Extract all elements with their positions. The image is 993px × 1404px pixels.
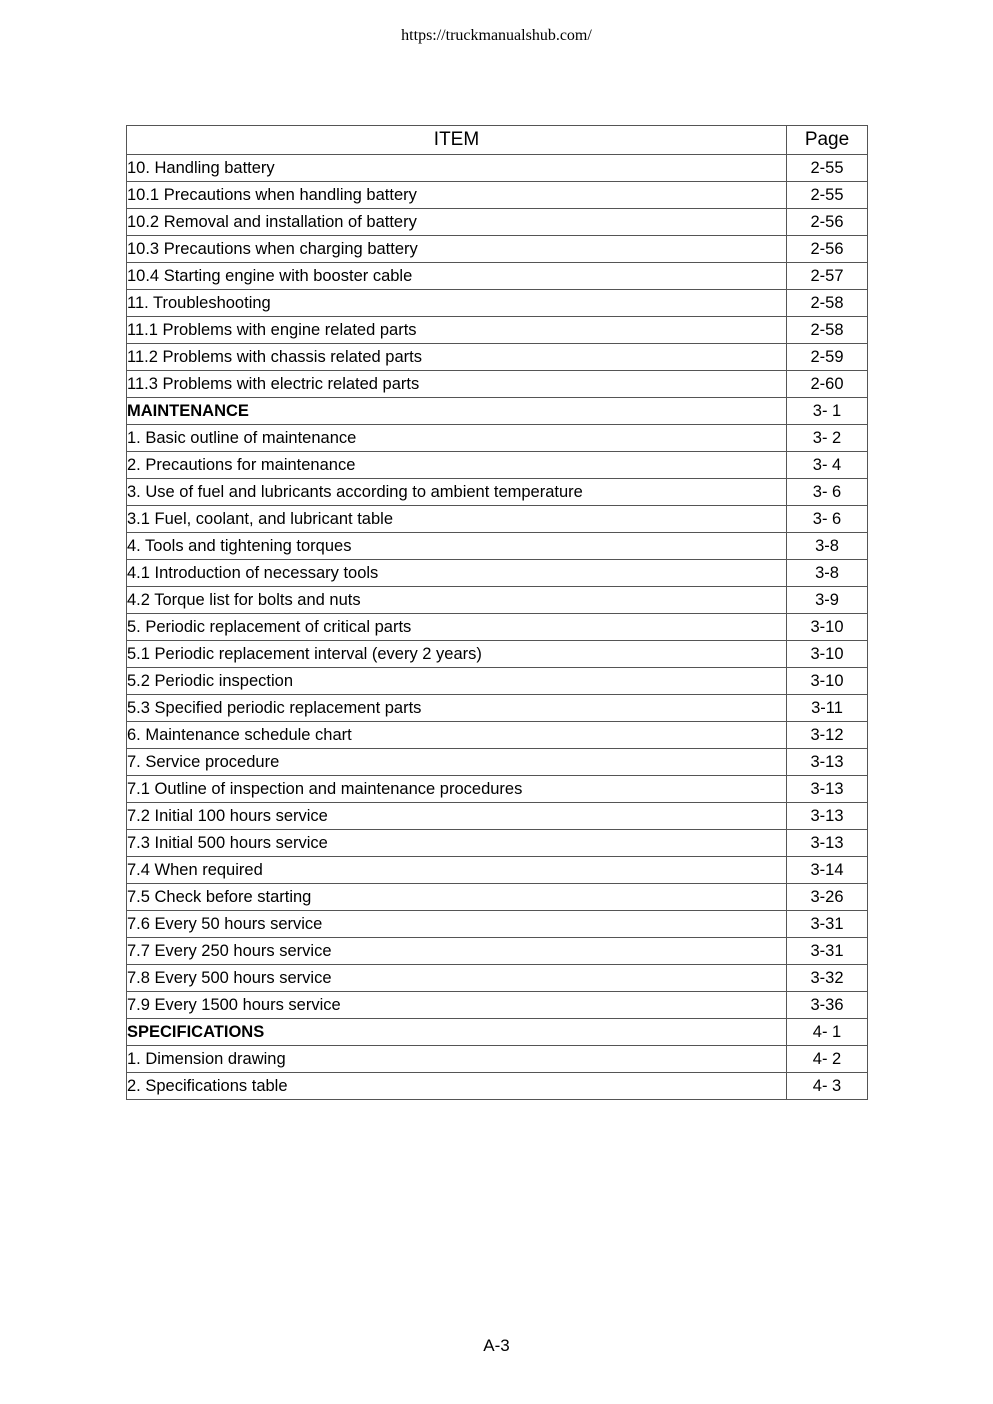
toc-page: 3-9: [787, 587, 868, 614]
toc-page: 2-60: [787, 371, 868, 398]
table-row: [127, 371, 868, 398]
table-row: [127, 830, 868, 857]
toc-page: 3- 6: [787, 479, 868, 506]
toc-page: 3-11: [787, 695, 868, 722]
toc-page: 3-8: [787, 533, 868, 560]
toc-item: 1. Dimension drawing: [127, 1046, 787, 1073]
table-row: [127, 236, 868, 263]
toc-page: 3-31: [787, 938, 868, 965]
page-number: A-3: [483, 1336, 510, 1355]
toc-page: 3-13: [787, 776, 868, 803]
toc-item: 4.1 Introduction of necessary tools: [127, 560, 787, 587]
toc-page: 3-13: [787, 749, 868, 776]
toc-item: 5. Periodic replacement of critical parts: [127, 614, 787, 641]
toc-item: 7.1 Outline of inspection and maintenance procedures: [127, 776, 787, 803]
toc-item: 7.3 Initial 500 hours service: [127, 830, 787, 857]
toc-page: 3- 2: [787, 425, 868, 452]
table-row: [127, 911, 868, 938]
table-row: [127, 749, 868, 776]
table-row: [127, 722, 868, 749]
toc-page: 2-57: [787, 263, 868, 290]
toc-item: 2. Specifications table: [127, 1073, 787, 1100]
toc-page: 3-12: [787, 722, 868, 749]
table-row: [127, 560, 868, 587]
toc-page: 2-56: [787, 209, 868, 236]
table-row: [127, 992, 868, 1019]
table-row: [127, 155, 868, 182]
toc-header-row: [127, 126, 868, 155]
table-row: [127, 209, 868, 236]
table-row: [127, 182, 868, 209]
toc-page: 4- 2: [787, 1046, 868, 1073]
toc-page: 2-58: [787, 317, 868, 344]
toc-item: 2. Precautions for maintenance: [127, 452, 787, 479]
table-row: [127, 803, 868, 830]
toc-item: 5.3 Specified periodic replacement parts: [127, 695, 787, 722]
toc-page: 3-13: [787, 803, 868, 830]
toc-page: 3-10: [787, 641, 868, 668]
toc-page: 3-8: [787, 560, 868, 587]
toc-item: 11.1 Problems with engine related parts: [127, 317, 787, 344]
toc-item: 1. Basic outline of maintenance: [127, 425, 787, 452]
table-row: [127, 263, 868, 290]
table-row: [127, 938, 868, 965]
section-heading: MAINTENANCE: [127, 398, 787, 425]
col-header-page: Page: [787, 126, 868, 155]
toc-page: 3-36: [787, 992, 868, 1019]
toc-item: 7.4 When required: [127, 857, 787, 884]
toc-item: 7.2 Initial 100 hours service: [127, 803, 787, 830]
table-row: [127, 641, 868, 668]
toc-item: 11.2 Problems with chassis related parts: [127, 344, 787, 371]
table-row: [127, 398, 868, 425]
toc-item: 7.6 Every 50 hours service: [127, 911, 787, 938]
toc-item: 10.1 Precautions when handling battery: [127, 182, 787, 209]
toc-table: [126, 125, 868, 1100]
toc-page: 3-10: [787, 614, 868, 641]
table-row: [127, 344, 868, 371]
toc-item: 7.8 Every 500 hours service: [127, 965, 787, 992]
header-url: https://truckmanualshub.com/: [401, 27, 592, 44]
table-row: [127, 614, 868, 641]
toc-item: 11.3 Problems with electric related parts: [127, 371, 787, 398]
toc-page: 2-55: [787, 182, 868, 209]
toc-item: 5.1 Periodic replacement interval (every 2 years): [127, 641, 787, 668]
table-row: [127, 965, 868, 992]
toc-page: 4- 1: [787, 1019, 868, 1046]
toc-page: 3-32: [787, 965, 868, 992]
table-row: [127, 290, 868, 317]
toc-page: 3-13: [787, 830, 868, 857]
toc-page: 2-56: [787, 236, 868, 263]
toc-item: 4.2 Torque list for bolts and nuts: [127, 587, 787, 614]
table-row: [127, 587, 868, 614]
toc-page: 2-58: [787, 290, 868, 317]
toc-page: 2-59: [787, 344, 868, 371]
toc-page: 3- 1: [787, 398, 868, 425]
table-row: [127, 857, 868, 884]
table-row: [127, 884, 868, 911]
col-header-item: ITEM: [127, 126, 787, 155]
toc-page: 2-55: [787, 155, 868, 182]
toc-item: 11. Troubleshooting: [127, 290, 787, 317]
toc-item: 7.9 Every 1500 hours service: [127, 992, 787, 1019]
toc-page: 3- 6: [787, 506, 868, 533]
toc-page: 3-10: [787, 668, 868, 695]
table-row: [127, 1073, 868, 1100]
table-row: [127, 506, 868, 533]
toc-item: 6. Maintenance schedule chart: [127, 722, 787, 749]
toc-body: [127, 155, 868, 1100]
table-row: [127, 533, 868, 560]
section-heading: SPECIFICATIONS: [127, 1019, 787, 1046]
table-row: [127, 479, 868, 506]
toc-page: 3- 4: [787, 452, 868, 479]
toc-page: 3-26: [787, 884, 868, 911]
toc-item: 3.1 Fuel, coolant, and lubricant table: [127, 506, 787, 533]
table-row: [127, 668, 868, 695]
table-row: [127, 317, 868, 344]
table-row: [127, 1019, 868, 1046]
toc-item: 10.3 Precautions when charging battery: [127, 236, 787, 263]
table-row: [127, 695, 868, 722]
toc-item: 7.7 Every 250 hours service: [127, 938, 787, 965]
table-row: [127, 776, 868, 803]
toc-page: 3-14: [787, 857, 868, 884]
toc-page: 3-31: [787, 911, 868, 938]
toc-item: 10. Handling battery: [127, 155, 787, 182]
table-row: [127, 1046, 868, 1073]
toc-item: 7.5 Check before starting: [127, 884, 787, 911]
toc-item: 7. Service procedure: [127, 749, 787, 776]
toc-item: 10.4 Starting engine with booster cable: [127, 263, 787, 290]
toc-page: 4- 3: [787, 1073, 868, 1100]
toc-item: 3. Use of fuel and lubricants according to ambient temperature: [127, 479, 787, 506]
toc-item: 5.2 Periodic inspection: [127, 668, 787, 695]
toc-item: 4. Tools and tightening torques: [127, 533, 787, 560]
toc-item: 10.2 Removal and installation of battery: [127, 209, 787, 236]
table-row: [127, 452, 868, 479]
table-row: [127, 425, 868, 452]
